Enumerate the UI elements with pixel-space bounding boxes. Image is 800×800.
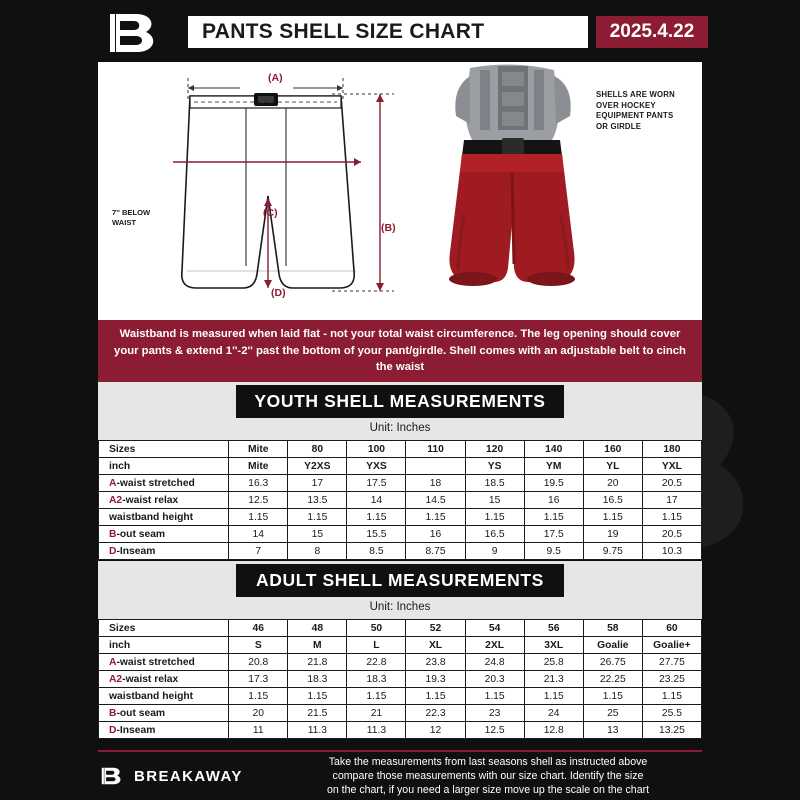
cell: YL xyxy=(583,458,642,475)
cell: 52 xyxy=(406,620,465,637)
cell: 1.15 xyxy=(524,688,583,705)
footer-instructions xyxy=(268,756,708,797)
photo-note-line-1: SHELLS ARE WORN xyxy=(596,90,675,99)
page-title-text: PANTS SHELL SIZE CHART xyxy=(202,20,485,43)
row-label: waistband height xyxy=(99,509,229,526)
row-label-prefix: A2 xyxy=(109,673,123,685)
cell: 14 xyxy=(347,492,406,509)
header xyxy=(0,0,800,62)
row-label-text: -out seam xyxy=(116,528,166,540)
adult-unit-label xyxy=(98,601,702,619)
cell: 1.15 xyxy=(465,509,524,526)
cell: 80 xyxy=(288,441,347,458)
cell: 140 xyxy=(524,441,583,458)
cell: YXL xyxy=(642,458,701,475)
table-row xyxy=(99,671,702,688)
cell: 120 xyxy=(465,441,524,458)
youth-size-table xyxy=(98,440,702,560)
cell: Mite xyxy=(229,458,288,475)
row-label-prefix: B xyxy=(109,707,117,719)
youth-unit-label xyxy=(98,422,702,440)
cell: 13.25 xyxy=(642,722,701,739)
cell: 11.3 xyxy=(347,722,406,739)
row-label-text: -out seam xyxy=(116,707,166,719)
table-row xyxy=(99,458,702,475)
below-waist-note xyxy=(112,208,150,227)
cell: 20 xyxy=(229,705,288,722)
cell: 16.5 xyxy=(583,492,642,509)
cell: 16 xyxy=(406,526,465,543)
cell: 21.3 xyxy=(524,671,583,688)
row-label: Sizes xyxy=(99,441,229,458)
measurement-instructions-text: Waistband is measured when laid flat - not your total waist circumference. The leg opening should cover your pants & extend 1''-2'' past the bottom of your pant/girdle. Shell comes with an adjustable belt to cinch the waist xyxy=(114,328,686,373)
row-label-prefix: D xyxy=(109,724,117,736)
cell: 11 xyxy=(229,722,288,739)
row-label-text: -Inseam xyxy=(116,545,156,557)
footer-line-2: compare those measurements with our size chart. Identify the size xyxy=(332,769,644,782)
diagram-panel xyxy=(98,62,702,320)
row-label-text: -waist relax xyxy=(122,673,179,685)
cell: 1.15 xyxy=(465,688,524,705)
footer-line-3: on the chart, if you need a larger size move up the scale on the chart xyxy=(326,783,650,796)
row-label xyxy=(99,671,229,688)
cell: 27.75 xyxy=(642,654,701,671)
youth-title-text: YOUTH SHELL MEASUREMENTS xyxy=(254,391,546,411)
pants-technical-drawing xyxy=(118,66,428,316)
cell: 1.15 xyxy=(347,509,406,526)
cell: YS xyxy=(465,458,524,475)
adult-unit-text: Unit: Inches xyxy=(369,601,431,613)
table-row xyxy=(99,620,702,637)
cell: 17 xyxy=(288,475,347,492)
cell: 18.3 xyxy=(288,671,347,688)
adult-size-table xyxy=(98,619,702,739)
cell: 1.15 xyxy=(583,688,642,705)
cell: 1.15 xyxy=(229,688,288,705)
cell: 1.15 xyxy=(347,688,406,705)
youth-unit-text: Unit: Inches xyxy=(369,422,431,434)
cell: 56 xyxy=(524,620,583,637)
row-label: inch xyxy=(99,458,229,475)
cell: 12 xyxy=(406,722,465,739)
cell: 20 xyxy=(583,475,642,492)
cell: 12.5 xyxy=(229,492,288,509)
row-label-prefix: A xyxy=(109,656,117,668)
cell: 13.5 xyxy=(288,492,347,509)
row-label xyxy=(99,543,229,560)
cell: 18.5 xyxy=(465,475,524,492)
cell: 15 xyxy=(465,492,524,509)
photo-note-line-3: EQUIPMENT PANTS xyxy=(596,111,674,120)
adult-title-plate xyxy=(236,564,564,597)
page-title xyxy=(188,16,588,48)
cell: 160 xyxy=(583,441,642,458)
cell: 8 xyxy=(288,543,347,560)
cell: 17.3 xyxy=(229,671,288,688)
cell: 23.25 xyxy=(642,671,701,688)
table-row xyxy=(99,492,702,509)
date-text: 2025.4.22 xyxy=(609,21,695,42)
row-label xyxy=(99,492,229,509)
photo-note xyxy=(596,90,696,132)
cell: 13 xyxy=(583,722,642,739)
row-label-prefix: D xyxy=(109,545,117,557)
cell: 21.8 xyxy=(288,654,347,671)
cell: 15.5 xyxy=(347,526,406,543)
table-row xyxy=(99,688,702,705)
cell: 1.15 xyxy=(406,509,465,526)
cell: S xyxy=(229,637,288,654)
cell: 21.5 xyxy=(288,705,347,722)
cell: 9.5 xyxy=(524,543,583,560)
cell: 2XL xyxy=(465,637,524,654)
cell: 180 xyxy=(642,441,701,458)
cell: 22.3 xyxy=(406,705,465,722)
photo-note-line-2: OVER HOCKEY xyxy=(596,100,656,110)
row-label xyxy=(99,475,229,492)
cell: 46 xyxy=(229,620,288,637)
cell: 54 xyxy=(465,620,524,637)
row-label-prefix: B xyxy=(109,528,117,540)
table-row xyxy=(99,441,702,458)
row-label-prefix: A xyxy=(109,477,117,489)
row-label xyxy=(99,722,229,739)
row-label: inch xyxy=(99,637,229,654)
cell: 24.8 xyxy=(465,654,524,671)
product-photo xyxy=(428,64,598,318)
cell: 50 xyxy=(347,620,406,637)
label-b: (B) xyxy=(381,222,396,234)
table-row xyxy=(99,509,702,526)
cell: 60 xyxy=(642,620,701,637)
cell: 16.5 xyxy=(465,526,524,543)
cell: 17.5 xyxy=(524,526,583,543)
table-row xyxy=(99,654,702,671)
cell: 23 xyxy=(465,705,524,722)
label-d: (D) xyxy=(271,287,286,299)
diagram-section xyxy=(0,62,800,320)
measurement-instructions-band xyxy=(98,320,702,382)
row-label-prefix: A2 xyxy=(109,494,123,506)
cell: YM xyxy=(524,458,583,475)
cell: 10.3 xyxy=(642,543,701,560)
cell: XL xyxy=(406,637,465,654)
cell: 22.25 xyxy=(583,671,642,688)
cell: 8.75 xyxy=(406,543,465,560)
cell: 23.8 xyxy=(406,654,465,671)
label-c: (C) xyxy=(263,207,278,219)
cell: 1.15 xyxy=(524,509,583,526)
cell: 15 xyxy=(288,526,347,543)
table-row xyxy=(99,637,702,654)
cell: 1.15 xyxy=(642,688,701,705)
cell: Y2XS xyxy=(288,458,347,475)
cell: Mite xyxy=(229,441,288,458)
footer-line-1: Take the measurements from last seasons shell as instructed above xyxy=(328,756,648,768)
cell: 1.15 xyxy=(288,688,347,705)
cell: 16 xyxy=(524,492,583,509)
cell: 9 xyxy=(465,543,524,560)
youth-section-header xyxy=(98,382,702,422)
breakaway-b-logo-icon xyxy=(106,12,166,54)
row-label-text: -waist stretched xyxy=(116,656,195,668)
breakaway-b-logo-icon xyxy=(100,763,126,789)
cell: 24 xyxy=(524,705,583,722)
cell: 18 xyxy=(406,475,465,492)
cell: 17.5 xyxy=(347,475,406,492)
cell: Goalie xyxy=(583,637,642,654)
row-label: waistband height xyxy=(99,688,229,705)
footer-brand xyxy=(100,762,270,790)
cell: 21 xyxy=(347,705,406,722)
cell: 48 xyxy=(288,620,347,637)
row-label xyxy=(99,654,229,671)
cell: 58 xyxy=(583,620,642,637)
cell: 1.15 xyxy=(406,688,465,705)
table-row xyxy=(99,526,702,543)
brand-name: BREAKAWAY xyxy=(134,767,243,785)
below-waist-line2: WAIST xyxy=(112,217,137,227)
row-label xyxy=(99,705,229,722)
cell: 7 xyxy=(229,543,288,560)
adult-section-header xyxy=(98,561,702,601)
row-label xyxy=(99,526,229,543)
cell: 1.15 xyxy=(288,509,347,526)
cell: 18.3 xyxy=(347,671,406,688)
cell: 17 xyxy=(642,492,701,509)
photo-note-line-4: OR GIRDLE xyxy=(596,121,642,131)
cell: 100 xyxy=(347,441,406,458)
table-row xyxy=(99,705,702,722)
cell: 16.3 xyxy=(229,475,288,492)
row-label-text: -waist relax xyxy=(122,494,179,506)
cell: 19.3 xyxy=(406,671,465,688)
cell: 25.5 xyxy=(642,705,701,722)
cell: 9.75 xyxy=(583,543,642,560)
row-label: Sizes xyxy=(99,620,229,637)
cell: 20.5 xyxy=(642,475,701,492)
cell: M xyxy=(288,637,347,654)
below-waist-line1: 7'' BELOW xyxy=(112,208,151,217)
cell: 20.8 xyxy=(229,654,288,671)
cell: 26.75 xyxy=(583,654,642,671)
cell: 14.5 xyxy=(406,492,465,509)
cell: 25 xyxy=(583,705,642,722)
cell: 19.5 xyxy=(524,475,583,492)
label-a: (A) xyxy=(268,72,283,84)
cell: YXS xyxy=(347,458,406,475)
cell: 20.3 xyxy=(465,671,524,688)
cell: 12.5 xyxy=(465,722,524,739)
cell: 1.15 xyxy=(229,509,288,526)
youth-title-plate xyxy=(236,385,564,418)
cell: 110 xyxy=(406,441,465,458)
cell: 11.3 xyxy=(288,722,347,739)
cell xyxy=(406,458,465,475)
cell: L xyxy=(347,637,406,654)
cell: 3XL xyxy=(524,637,583,654)
footer xyxy=(0,752,800,800)
cell: 12.8 xyxy=(524,722,583,739)
cell: 1.15 xyxy=(583,509,642,526)
cell: 19 xyxy=(583,526,642,543)
adult-title-text: ADULT SHELL MEASUREMENTS xyxy=(256,570,544,590)
table-row xyxy=(99,543,702,560)
table-row xyxy=(99,722,702,739)
cell: 8.5 xyxy=(347,543,406,560)
row-label-text: -Inseam xyxy=(116,724,156,736)
cell: 25.8 xyxy=(524,654,583,671)
row-label-text: -waist stretched xyxy=(116,477,195,489)
cell: 22.8 xyxy=(347,654,406,671)
cell: Goalie+ xyxy=(642,637,701,654)
table-row xyxy=(99,475,702,492)
cell: 14 xyxy=(229,526,288,543)
date-badge xyxy=(596,16,708,48)
cell: 1.15 xyxy=(642,509,701,526)
cell: 20.5 xyxy=(642,526,701,543)
